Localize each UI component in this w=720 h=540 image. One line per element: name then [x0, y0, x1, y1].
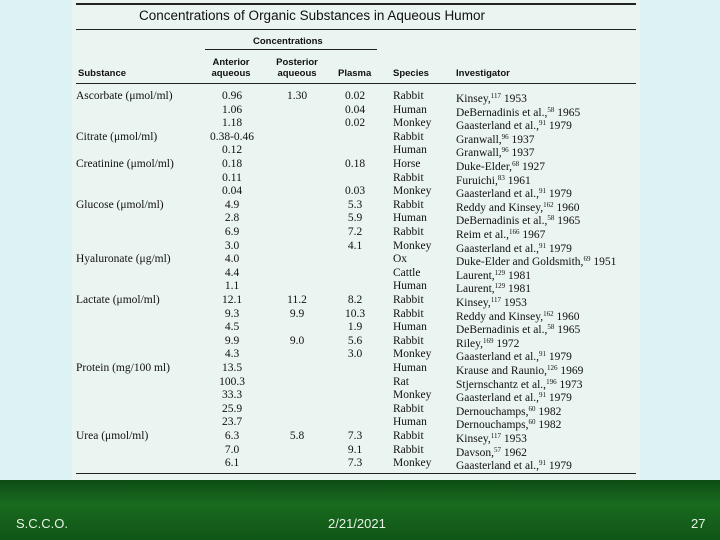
cell-substance: Citrate (μmol/ml): [76, 130, 158, 143]
investigator-name: Davson,: [456, 446, 495, 459]
reference-number: 91: [539, 350, 547, 359]
cell-anterior: 4.4: [224, 266, 240, 279]
cell-plasma: 0.04: [344, 103, 366, 116]
cell-species: Rabbit: [393, 443, 424, 456]
investigator-year: 1979: [548, 351, 572, 364]
investigator-year: 1981: [508, 283, 532, 296]
reference-number: 58: [547, 105, 555, 114]
investigator-name: Gaasterland et al.,: [456, 242, 540, 255]
reference-number: 169: [483, 336, 494, 345]
cell-anterior: 1.1: [224, 280, 240, 293]
investigator-year: 1953: [503, 433, 527, 445]
reference-number: 117: [490, 296, 501, 304]
cell-species: Rabbit: [393, 334, 424, 347]
cell-species: Human: [393, 144, 427, 157]
cell-plasma: 7.3: [347, 430, 363, 442]
cell-species: Human: [393, 212, 427, 225]
investigator-year: 1965: [557, 324, 581, 337]
investigator-year: 1979: [548, 392, 572, 405]
footer-bar: [0, 480, 720, 540]
cell-anterior: 9.9: [224, 334, 240, 347]
cell-species: Rabbit: [393, 198, 424, 211]
cell-posterior: 9.0: [289, 334, 305, 347]
cell-anterior: 4.3: [224, 348, 240, 361]
cell-species: Rabbit: [393, 171, 424, 184]
header-substance: Substance: [78, 68, 127, 79]
cell-species: Rabbit: [393, 430, 424, 442]
investigator-name: Gaasterland et al.,: [456, 392, 540, 405]
cell-anterior: 6.3: [224, 430, 240, 442]
investigator-year: 1965: [557, 215, 581, 228]
investigator-year: 1979: [548, 460, 572, 473]
cell-anterior: 0.12: [221, 144, 243, 157]
cell-substance: Glucose (μmol/ml): [76, 198, 164, 211]
investigator-name: Duke-Elder and Goldsmith,: [456, 256, 584, 269]
reference-number: 57: [494, 445, 502, 454]
reference-number: 117: [490, 432, 501, 440]
investigator-name: DeBernadinis et al.,: [456, 324, 548, 337]
cell-anterior: 6.9: [224, 226, 240, 238]
investigator-name: Kinsey,: [456, 297, 491, 309]
cell-species: Horse: [393, 158, 421, 170]
investigator-year: 1973: [559, 378, 583, 391]
investigator-name: Gaasterland et al.,: [456, 120, 540, 133]
investigator-name: Duke-Elder,: [456, 161, 513, 173]
investigator-year: 1965: [557, 106, 581, 119]
cell-anterior: 25.9: [221, 402, 243, 415]
reference-number: 129: [494, 268, 506, 277]
reference-number: 91: [539, 119, 547, 128]
investigator-name: DeBernadinis et al.,: [456, 215, 548, 228]
cell-species: Rat: [393, 375, 409, 388]
reference-number: 69: [583, 255, 591, 264]
investigator-name: Reim et al.,: [456, 229, 510, 241]
cell-anterior: 4.0: [224, 253, 240, 266]
cell-plasma: 9.1: [347, 443, 363, 456]
investigator-year: 1953: [503, 297, 527, 309]
bottom-rule: [76, 473, 636, 474]
cell-species: Ox: [393, 253, 408, 266]
cell-anterior: 2.8: [224, 212, 240, 225]
investigator-year: 1937: [511, 133, 535, 146]
cell-anterior: 9.3: [224, 307, 240, 320]
header-anterior: Anterior aqueous: [211, 57, 251, 79]
cell-plasma: 0.02: [344, 90, 366, 102]
reference-number: 126: [547, 364, 558, 372]
investigator-name: Dernouchamps,: [456, 405, 529, 418]
cell-anterior: 6.1: [224, 457, 240, 470]
reference-number: 58: [547, 214, 555, 223]
cell-plasma: 4.1: [347, 239, 363, 252]
reference-number: 162: [543, 309, 554, 318]
investigator-year: 1972: [496, 337, 520, 350]
cell-anterior: 13.5: [221, 362, 243, 374]
cell-anterior: 1.18: [221, 117, 243, 130]
cell-substance: Ascorbate (μmol/ml): [76, 90, 173, 102]
cell-plasma: 0.03: [344, 185, 366, 198]
investigator-name: Reddy and Kinsey,: [456, 310, 544, 323]
cell-plasma: 0.18: [344, 158, 366, 170]
reference-number: 60: [528, 404, 536, 413]
investigator-name: Krause and Raunio,: [456, 365, 548, 377]
reference-number: 68: [512, 160, 520, 168]
cell-species: Human: [393, 280, 427, 293]
cell-species: Rabbit: [393, 307, 424, 320]
cell-plasma: 3.0: [347, 348, 363, 361]
investigator-year: 1979: [548, 120, 572, 133]
investigator-year: 1979: [548, 188, 572, 201]
reference-number: 166: [509, 228, 520, 236]
cell-species: Human: [393, 103, 427, 116]
cell-substance: Creatinine (μmol/ml): [76, 158, 174, 170]
header-investigator: Investigator: [456, 68, 510, 79]
cell-species: Rabbit: [393, 294, 424, 306]
investigator-name: Furuichi,: [456, 174, 498, 187]
reference-number: 96: [501, 146, 509, 155]
reference-number: 129: [494, 282, 506, 291]
cell-plasma: 5.9: [347, 212, 363, 225]
reference-number: 58: [547, 323, 555, 332]
title-rule: [76, 29, 636, 30]
cell-anterior: 4.9: [224, 198, 240, 211]
footer-left: S.C.C.O.: [16, 516, 69, 531]
cell-substance: Hyaluronate (μg/ml): [76, 253, 171, 266]
cell-plasma: 0.02: [344, 117, 366, 130]
footer-date: 2/21/2021: [328, 516, 386, 531]
investigator-year: 1927: [521, 161, 545, 173]
investigator-year: 1982: [538, 419, 562, 432]
investigator-year: 1961: [507, 174, 531, 187]
investigator-name: Reddy and Kinsey,: [456, 201, 544, 214]
cell-anterior: 4.5: [224, 321, 240, 334]
cell-species: Rabbit: [393, 402, 424, 415]
cell-anterior: 0.96: [221, 90, 243, 102]
investigator-year: 1967: [522, 229, 546, 241]
cell-species: Monkey: [393, 117, 432, 130]
header-posterior: Posterior aqueous: [276, 57, 318, 79]
cell-anterior: 12.1: [221, 294, 243, 306]
investigator-name: Granwall,: [456, 147, 502, 160]
cell-investigator: [456, 457, 572, 473]
cell-plasma: 1.9: [347, 321, 363, 334]
cell-substance: Urea (μmol/ml): [76, 430, 149, 442]
reference-number: 96: [501, 132, 509, 141]
cell-species: Monkey: [393, 457, 432, 470]
investigator-name: DeBernadinis et al.,: [456, 106, 548, 119]
group-header-rule: [205, 49, 377, 50]
cell-posterior: 9.9: [289, 307, 305, 320]
cell-species: Cattle: [393, 266, 421, 279]
cell-posterior: 5.8: [289, 430, 305, 442]
investigator-year: 1960: [556, 310, 580, 323]
cell-plasma: 7.3: [347, 457, 363, 470]
investigator-name: Kinsey,: [456, 433, 491, 445]
cell-anterior: 0.11: [222, 171, 242, 184]
investigator-year: 1951: [593, 256, 617, 269]
cell-anterior: 7.0: [224, 443, 240, 456]
reference-number: 196: [546, 377, 557, 386]
cell-species: Human: [393, 321, 427, 334]
reference-number: 60: [528, 418, 536, 427]
investigator-name: Gaasterland et al.,: [456, 460, 540, 473]
cell-plasma: 7.2: [347, 226, 363, 238]
cell-species: Rabbit: [393, 226, 424, 238]
investigator-year: 1969: [560, 365, 584, 377]
cell-plasma: 8.2: [347, 294, 363, 306]
cell-anterior: 23.7: [221, 416, 243, 429]
investigator-year: 1960: [556, 201, 580, 214]
investigator-name: Stjernschantz et al.,: [456, 378, 547, 391]
cell-species: Rabbit: [393, 90, 424, 102]
investigator-name: Gaasterland et al.,: [456, 351, 540, 364]
investigator-name: Kinsey,: [456, 93, 491, 105]
reference-number: 162: [543, 200, 554, 209]
investigator-year: 1981: [508, 269, 532, 282]
top-rule: [76, 3, 636, 5]
cell-anterior: 3.0: [224, 239, 240, 252]
cell-plasma: 5.3: [347, 198, 363, 211]
investigator-year: 1953: [503, 93, 527, 105]
cell-plasma: 5.6: [347, 334, 363, 347]
cell-substance: Lactate (μmol/ml): [76, 294, 160, 306]
investigator-name: Granwall,: [456, 133, 502, 146]
cell-posterior: 11.2: [287, 294, 307, 306]
investigator-year: 1979: [548, 242, 572, 255]
investigator-year: 1962: [503, 446, 527, 459]
reference-number: 91: [539, 241, 547, 250]
cell-species: Monkey: [393, 348, 432, 361]
cell-substance: Protein (mg/100 ml): [76, 362, 170, 374]
cell-species: Monkey: [393, 239, 432, 252]
cell-species: Human: [393, 362, 427, 374]
cell-anterior: 0.18: [221, 158, 243, 170]
cell-posterior: 1.30: [286, 90, 308, 102]
cell-anterior: 33.3: [221, 389, 243, 402]
reference-number: 117: [490, 92, 501, 100]
investigator-year: 1982: [538, 405, 562, 418]
table-title: Concentrations of Organic Substances in Aqueous Humor: [139, 8, 485, 23]
investigator-name: Laurent,: [456, 269, 495, 282]
investigator-name: Gaasterland et al.,: [456, 188, 540, 201]
reference-number: 91: [539, 391, 547, 400]
cell-anterior: 0.38-0.46: [209, 130, 255, 143]
investigator-name: Dernouchamps,: [456, 419, 529, 432]
reference-number: 91: [539, 459, 547, 468]
header-plasma: Plasma: [338, 68, 372, 79]
header-species: Species: [393, 68, 429, 79]
cell-anterior: 100.3: [219, 375, 245, 388]
investigator-name: Riley,: [456, 337, 484, 350]
cell-plasma: 10.3: [344, 307, 366, 320]
investigator-year: 1937: [511, 147, 535, 160]
reference-number: 91: [539, 187, 547, 196]
cell-species: Monkey: [393, 389, 432, 402]
investigator-name: Laurent,: [456, 283, 495, 296]
cell-species: Human: [393, 416, 427, 429]
cell-anterior: 1.06: [221, 103, 243, 116]
cell-species: Rabbit: [393, 130, 424, 143]
cell-species: Monkey: [393, 185, 432, 198]
cell-anterior: 0.04: [221, 185, 243, 198]
reference-number: 83: [497, 173, 505, 182]
header-rule: [76, 83, 636, 84]
footer-page-number: 27: [691, 516, 706, 531]
group-header: Concentrations: [253, 36, 323, 47]
